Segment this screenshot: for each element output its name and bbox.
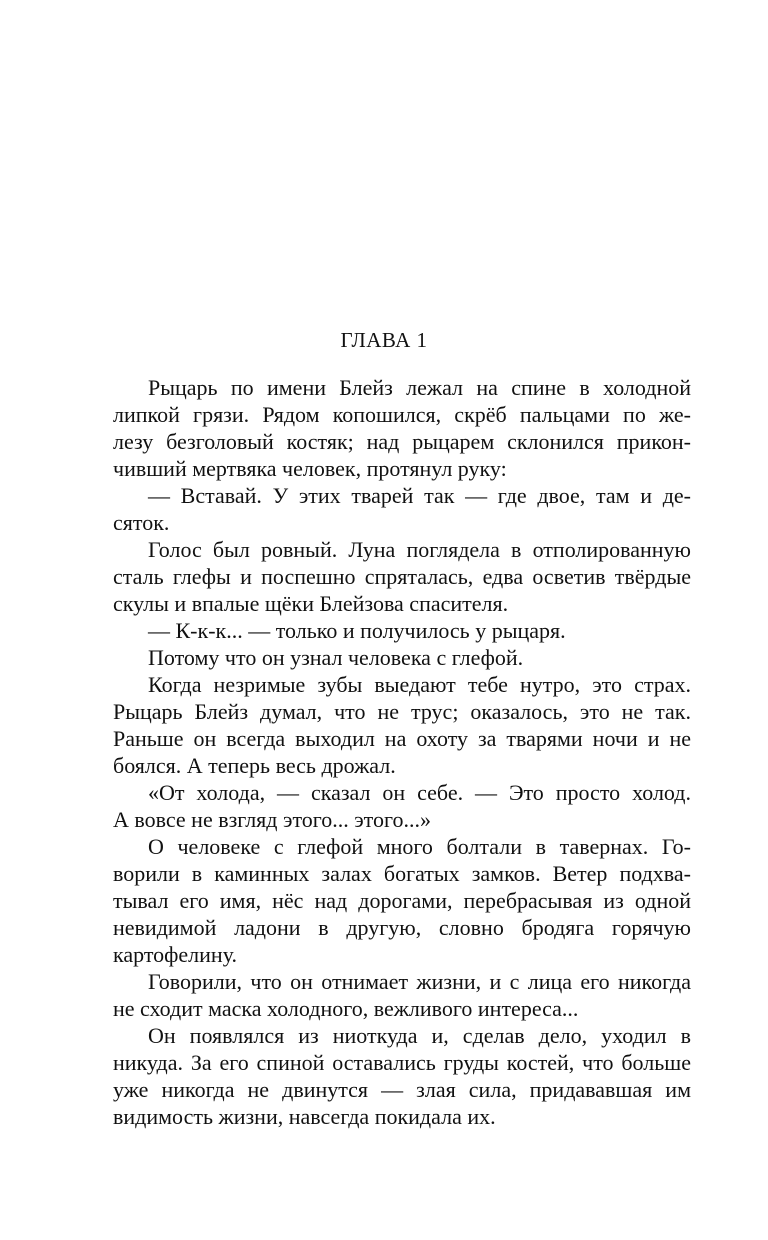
text-line: ворили в каминных залах богатых замков. Ветер подхва- (113, 861, 691, 886)
text-line: липкой грязи. Рядом копошился, скрёб пальцами по же- (113, 402, 691, 427)
text-line: уже никогда не двинутся — злая сила, придававшая им (113, 1077, 691, 1102)
text-line: сталь глефы и поспешно спряталась, едва осветив твёрдые (113, 564, 691, 589)
text-line: Он появлялся из ниоткуда и, сделав дело, уходил в (148, 1023, 691, 1048)
text-line: сяток. (113, 510, 170, 535)
text-line: Рыцарь Блейз думал, что не трус; оказалось, это не так. (113, 699, 691, 724)
text-line: «От холода, — сказал он себе. — Это просто холод. (148, 780, 691, 805)
text-line: — К-к-к... — только и получилось у рыцаря. (148, 618, 566, 643)
text-line: Раньше он всегда выходил на охоту за тварями ночи и не (113, 726, 691, 751)
text-line: — Вставай. У этих тварей так — где двое, там и де- (148, 483, 691, 508)
text-line: боялся. А теперь весь дрожал. (113, 753, 396, 778)
text-line: невидимой ладони в другую, словно бродяга горячую (113, 915, 691, 940)
text-line: чивший мертвяка человек, протянул руку: (113, 456, 507, 481)
text-line: А вовсе не взгляд этого... этого...» (113, 807, 431, 832)
text-line: тывал его имя, нёс над дорогами, перебрасывая из одной (113, 888, 691, 913)
text-line: Когда незримые зубы выедают тебе нутро, это страх. (148, 672, 691, 697)
text-line: Потому что он узнал человека с глефой. (148, 645, 524, 670)
text-line: видимость жизни, навсегда покидала их. (113, 1104, 496, 1129)
text-line: не сходит маска холодного, вежливого интереса... (113, 996, 579, 1021)
text-line: Голос был ровный. Луна поглядела в отполированную (148, 537, 691, 562)
text-line: Говорили, что он отнимает жизни, и с лица его никогда (148, 969, 691, 994)
text-line: лезу безголовый костяк; над рыцарем склонился прикон- (113, 429, 691, 454)
text-line: Рыцарь по имени Блейз лежал на спине в холодной (148, 375, 691, 400)
chapter-title: ГЛАВА 1 (340, 328, 428, 352)
text-line: картофелину. (113, 942, 237, 967)
text-line: О человеке с глефой много болтали в тавернах. Го- (148, 834, 691, 859)
text-line: скулы и впалые щёки Блейзова спасителя. (113, 591, 509, 616)
text-line: никуда. За его спиной оставались груды костей, что больше (113, 1050, 691, 1075)
